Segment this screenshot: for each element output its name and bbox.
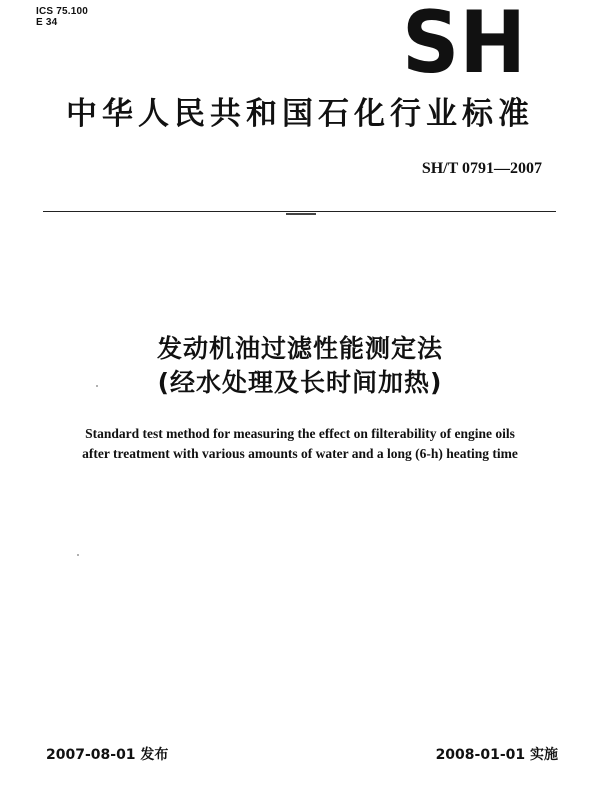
sh-logo bbox=[402, 6, 526, 76]
scan-speck bbox=[96, 385, 98, 387]
ics-code: ICS 75.100 bbox=[36, 6, 89, 17]
standard-number: SH/T 0791—2007 bbox=[421, 160, 542, 177]
chinese-title-line2: (经水处理及长时间加热) bbox=[157, 368, 443, 397]
chinese-title-line1: 发动机油过滤性能测定法 bbox=[156, 334, 443, 363]
chinese-title bbox=[0, 332, 600, 400]
divider-mark bbox=[286, 213, 316, 215]
implementation-date: 2008-01-01 实施 bbox=[435, 747, 558, 763]
english-title bbox=[0, 424, 600, 464]
ccs-code: E 34 bbox=[36, 17, 58, 28]
scan-speck bbox=[77, 554, 79, 556]
english-title-line1: Standard test method for measuring the effect on filterability of engine oils bbox=[85, 426, 515, 441]
english-title-line2: after treatment with various amounts of water and a long (6-h) heating time bbox=[82, 446, 518, 461]
divider-line bbox=[43, 211, 556, 212]
publish-date: 2007-08-01 发布 bbox=[46, 747, 169, 763]
issuing-organization: 中华人民共和国石化行业标准 bbox=[66, 96, 534, 132]
classification-codes bbox=[36, 6, 88, 28]
sh-logo-text: SH bbox=[402, 6, 526, 76]
